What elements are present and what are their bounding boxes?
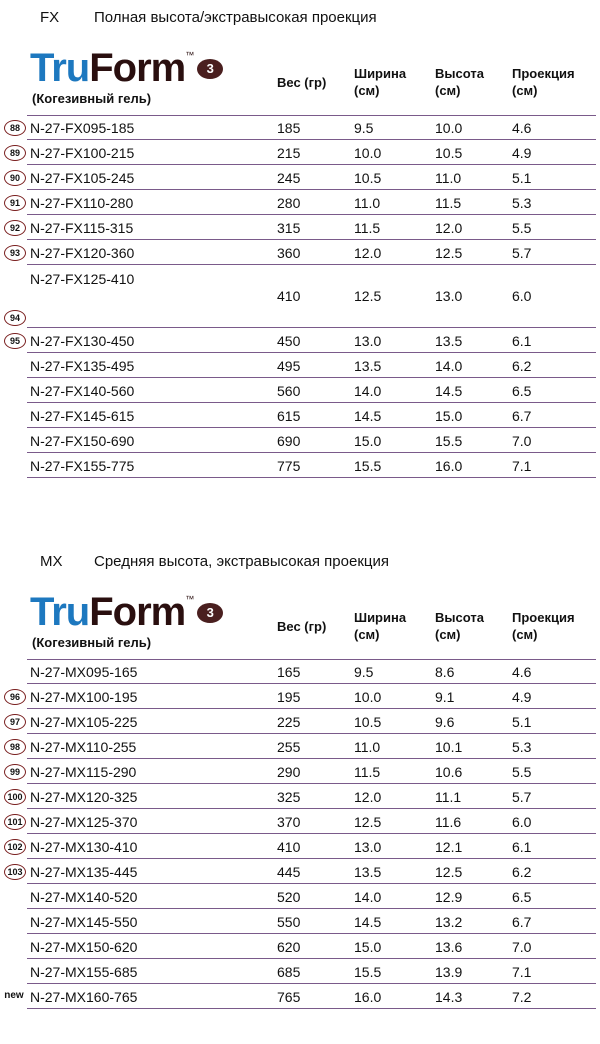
- cell-weight: 245: [277, 170, 301, 186]
- table-row: [0, 710, 600, 734]
- row-divider: [27, 264, 596, 265]
- cell-weight: 290: [277, 764, 301, 780]
- column-header-weight: [277, 618, 326, 635]
- cell-height: 9.6: [435, 714, 455, 730]
- product-code: N-27-MX115-290: [30, 764, 137, 780]
- row-divider: [27, 352, 596, 353]
- cell-height: 16.0: [435, 458, 463, 474]
- cell-height: 14.5: [435, 383, 463, 399]
- product-code: N-27-FX100-215: [30, 145, 135, 161]
- reference-number-badge: 101: [4, 814, 26, 830]
- cell-weight: 445: [277, 864, 301, 880]
- product-code: N-27-FX095-185: [30, 120, 135, 136]
- cell-width: 11.0: [354, 739, 381, 755]
- row-divider: [27, 139, 596, 140]
- row-divider: [27, 958, 596, 959]
- cell-height: 14.0: [435, 358, 463, 374]
- cell-projection: 7.1: [512, 458, 532, 474]
- table-row: [0, 404, 600, 428]
- cell-weight: 775: [277, 458, 301, 474]
- cell-height: 11.1: [435, 789, 462, 805]
- column-header-projection: [512, 609, 575, 643]
- reference-number-badge: 99: [4, 764, 26, 780]
- cell-weight: 165: [277, 664, 301, 680]
- cell-projection: 7.0: [512, 433, 532, 449]
- table-row: [0, 760, 600, 784]
- product-code: N-27-FX150-690: [30, 433, 135, 449]
- cell-height: 12.9: [435, 889, 463, 905]
- cell-width: 15.5: [354, 964, 382, 980]
- column-header-line: (см): [512, 627, 538, 642]
- column-header-height: [435, 65, 484, 99]
- cell-projection: 4.6: [512, 664, 532, 680]
- section-code: FX: [40, 9, 60, 26]
- row-divider: [27, 452, 596, 453]
- cell-weight: 690: [277, 433, 301, 449]
- cell-projection: 6.1: [512, 333, 532, 349]
- cell-weight: 195: [277, 689, 301, 705]
- product-code: N-27-MX160-765: [30, 989, 138, 1005]
- cell-height: 13.5: [435, 333, 463, 349]
- column-header-line: (см): [512, 83, 538, 98]
- row-divider: [27, 933, 596, 934]
- table-row: [0, 429, 600, 453]
- row-divider: [27, 214, 596, 215]
- column-header-line: Проекция: [512, 610, 575, 625]
- row-divider: [27, 833, 596, 834]
- cell-width: 16.0: [354, 989, 382, 1005]
- table-row: [0, 910, 600, 934]
- cell-height: 12.0: [435, 220, 463, 236]
- reference-number-badge: 90: [4, 170, 26, 186]
- spec-section-fx: [0, 8, 600, 488]
- cell-width: 14.5: [354, 914, 382, 930]
- product-code: N-27-FX105-245: [30, 170, 135, 186]
- table-row: [0, 685, 600, 709]
- row-divider: [27, 808, 596, 809]
- product-code: N-27-FX115-315: [30, 220, 134, 236]
- cell-projection: 5.3: [512, 195, 532, 211]
- cell-projection: 6.5: [512, 383, 532, 399]
- cell-height: 15.0: [435, 408, 463, 424]
- table-row: [0, 241, 600, 265]
- row-divider: [27, 983, 596, 984]
- table-row: [0, 116, 600, 140]
- cell-width: 9.5: [354, 664, 374, 680]
- cell-weight: 315: [277, 220, 301, 236]
- cell-weight: 370: [277, 814, 301, 830]
- table-row: [0, 329, 600, 353]
- table-row: [0, 885, 600, 909]
- new-label: new: [4, 990, 24, 1001]
- cell-projection: 4.6: [512, 120, 532, 136]
- cell-height: 11.5: [435, 195, 462, 211]
- cell-projection: 6.2: [512, 864, 532, 880]
- product-code: N-27-MX095-165: [30, 664, 138, 680]
- product-code: N-27-MX145-550: [30, 914, 138, 930]
- table-row: [0, 660, 600, 684]
- logo-text-form: Form: [89, 46, 186, 90]
- cell-weight: 325: [277, 789, 301, 805]
- cell-height: 12.5: [435, 864, 463, 880]
- row-divider: [27, 783, 596, 784]
- cell-projection: 5.1: [512, 714, 532, 730]
- reference-number-badge: 89: [4, 145, 26, 161]
- cell-projection: 4.9: [512, 145, 532, 161]
- cell-height: 13.2: [435, 914, 463, 930]
- row-divider: [27, 733, 596, 734]
- product-code: N-27-FX130-450: [30, 333, 135, 349]
- column-header-line: (см): [435, 627, 461, 642]
- cell-projection: 5.5: [512, 220, 532, 236]
- row-divider: [27, 402, 596, 403]
- table-row: [0, 935, 600, 959]
- cell-weight: 450: [277, 333, 301, 349]
- cell-projection: 7.0: [512, 939, 532, 955]
- logo-text-form: Form: [89, 590, 186, 634]
- cell-weight: 215: [277, 145, 301, 161]
- cell-width: 12.5: [354, 814, 382, 830]
- column-header-line: Проекция: [512, 66, 575, 81]
- table-row: [0, 191, 600, 215]
- cell-width: 14.0: [354, 383, 382, 399]
- product-code: N-27-FX135-495: [30, 358, 135, 374]
- cell-weight: 495: [277, 358, 301, 374]
- product-code: N-27-MX140-520: [30, 889, 138, 905]
- cell-projection: 5.7: [512, 789, 532, 805]
- reference-number-badge: 102: [4, 839, 26, 855]
- row-divider: [27, 477, 596, 478]
- reference-number-badge: 92: [4, 220, 26, 236]
- cell-width: 10.0: [354, 689, 382, 705]
- column-header-line: Ширина: [354, 66, 407, 81]
- cell-weight: 185: [277, 120, 301, 136]
- reference-number-badge: 100: [4, 789, 26, 805]
- cell-height: 12.1: [435, 839, 463, 855]
- logo-text-tru: Tru: [30, 590, 90, 634]
- cell-weight: 615: [277, 408, 301, 424]
- reference-number-badge: 98: [4, 739, 26, 755]
- row-divider: [27, 908, 596, 909]
- column-header-width: [354, 65, 406, 99]
- cell-width: 13.0: [354, 333, 382, 349]
- cell-projection: 7.1: [512, 964, 532, 980]
- gel-type-subtitle: (Когезивный гель): [32, 91, 152, 106]
- product-code: N-27-FX125-410: [30, 271, 135, 287]
- table-row: [0, 379, 600, 403]
- table-row: [0, 960, 600, 984]
- table-row: [0, 216, 600, 240]
- cell-width: 10.5: [354, 714, 382, 730]
- product-code: N-27-MX125-370: [30, 814, 138, 830]
- reference-number-badge: 96: [4, 689, 26, 705]
- logo-text-tru: Tru: [30, 46, 90, 90]
- column-header-line: (см): [354, 627, 380, 642]
- cell-width: 14.5: [354, 408, 382, 424]
- product-code: N-27-MX135-445: [30, 864, 138, 880]
- table-row: [0, 835, 600, 859]
- table-row: [0, 810, 600, 834]
- table-row: [0, 985, 600, 1009]
- table-row: [0, 785, 600, 809]
- row-divider: [27, 708, 596, 709]
- cell-projection: 5.5: [512, 764, 532, 780]
- cell-weight: 620: [277, 939, 301, 955]
- cell-projection: 5.7: [512, 245, 532, 261]
- cell-weight: 520: [277, 889, 301, 905]
- generation-badge: 3: [197, 603, 223, 623]
- product-code: N-27-MX100-195: [30, 689, 138, 705]
- row-divider: [27, 1008, 596, 1009]
- product-code: N-27-MX150-620: [30, 939, 138, 955]
- cell-weight: 255: [277, 739, 301, 755]
- truform-logo: [30, 46, 260, 110]
- cell-projection: 7.2: [512, 989, 532, 1005]
- product-code: N-27-MX155-685: [30, 964, 138, 980]
- reference-number-badge: 95: [4, 333, 26, 349]
- row-divider: [27, 239, 596, 240]
- cell-weight: 225: [277, 714, 301, 730]
- row-divider: [27, 189, 596, 190]
- product-code: N-27-MX130-410: [30, 839, 138, 855]
- reference-number-badge: 103: [4, 864, 26, 880]
- reference-number-badge: 88: [4, 120, 26, 136]
- column-header-line: (см): [435, 83, 461, 98]
- section-title: Средняя высота, экстравысокая проекция: [94, 553, 389, 570]
- cell-projection: 6.7: [512, 408, 532, 424]
- cell-weight: 560: [277, 383, 301, 399]
- section-header: [0, 552, 600, 574]
- cell-height: 12.5: [435, 245, 463, 261]
- cell-width: 12.0: [354, 245, 382, 261]
- trademark-symbol: ™: [185, 50, 195, 60]
- table-row: [0, 735, 600, 759]
- cell-projection: 5.3: [512, 739, 532, 755]
- cell-width: 13.5: [354, 864, 382, 880]
- cell-width: 9.5: [354, 120, 374, 136]
- column-header-line: Высота: [435, 610, 484, 625]
- cell-height: 10.5: [435, 145, 463, 161]
- cell-projection: 6.2: [512, 358, 532, 374]
- cell-weight: 550: [277, 914, 301, 930]
- cell-weight: 280: [277, 195, 301, 211]
- cell-height: 10.1: [435, 739, 463, 755]
- cell-height: 11.0: [435, 170, 462, 186]
- table-row: [0, 454, 600, 478]
- product-code: N-27-FX155-775: [30, 458, 135, 474]
- cell-height: 10.6: [435, 764, 463, 780]
- table-row: [0, 166, 600, 190]
- cell-width: 13.0: [354, 839, 382, 855]
- product-code: N-27-MX105-225: [30, 714, 138, 730]
- cell-width: 15.0: [354, 939, 382, 955]
- cell-projection: 6.5: [512, 889, 532, 905]
- cell-weight: 360: [277, 245, 301, 261]
- table-row: [0, 354, 600, 378]
- column-header-weight: [277, 74, 326, 91]
- column-header-line: Вес (гр): [277, 619, 327, 634]
- truform-logo: [30, 590, 260, 654]
- cell-weight: 685: [277, 964, 301, 980]
- cell-weight: 410: [277, 839, 301, 855]
- row-divider: [27, 427, 596, 428]
- reference-number-badge: 94: [4, 310, 26, 326]
- product-code: N-27-FX120-360: [30, 245, 135, 261]
- cell-height: 13.0: [435, 288, 463, 304]
- table-row: [0, 266, 600, 328]
- column-header-height: [435, 609, 484, 643]
- reference-number-badge: 91: [4, 195, 26, 211]
- logo-wordmark: [30, 590, 223, 634]
- cell-height: 10.0: [435, 120, 463, 136]
- table-row: [0, 141, 600, 165]
- column-header-projection: [512, 65, 575, 99]
- cell-projection: 4.9: [512, 689, 532, 705]
- cell-weight: 765: [277, 989, 301, 1005]
- cell-width: 15.0: [354, 433, 382, 449]
- product-code: N-27-FX110-280: [30, 195, 134, 211]
- section-code: MX: [40, 553, 63, 570]
- product-code: N-27-MX110-255: [30, 739, 137, 755]
- column-header-line: (см): [354, 83, 380, 98]
- row-divider: [27, 327, 596, 328]
- cell-width: 11.0: [354, 195, 381, 211]
- cell-projection: 6.0: [512, 814, 532, 830]
- reference-number-badge: 93: [4, 245, 26, 261]
- row-divider: [27, 377, 596, 378]
- cell-width: 10.0: [354, 145, 382, 161]
- cell-height: 13.9: [435, 964, 463, 980]
- cell-width: 12.0: [354, 789, 382, 805]
- cell-projection: 5.1: [512, 170, 532, 186]
- reference-number-badge: 97: [4, 714, 26, 730]
- row-divider: [27, 858, 596, 859]
- column-header-line: Вес (гр): [277, 75, 327, 90]
- product-code: N-27-MX120-325: [30, 789, 138, 805]
- row-divider: [27, 758, 596, 759]
- cell-height: 13.6: [435, 939, 463, 955]
- cell-width: 12.5: [354, 288, 382, 304]
- row-divider: [27, 883, 596, 884]
- cell-width: 14.0: [354, 889, 382, 905]
- cell-width: 15.5: [354, 458, 382, 474]
- cell-width: 13.5: [354, 358, 382, 374]
- generation-badge: 3: [197, 59, 223, 79]
- column-header-width: [354, 609, 406, 643]
- product-code: N-27-FX145-615: [30, 408, 135, 424]
- column-header-line: Ширина: [354, 610, 407, 625]
- cell-height: 14.3: [435, 989, 463, 1005]
- cell-width: 10.5: [354, 170, 382, 186]
- section-header: [0, 8, 600, 30]
- cell-height: 9.1: [435, 689, 455, 705]
- table-row: [0, 860, 600, 884]
- cell-projection: 6.1: [512, 839, 532, 855]
- gel-type-subtitle: (Когезивный гель): [32, 635, 152, 650]
- cell-weight: 410: [277, 288, 301, 304]
- row-divider: [27, 164, 596, 165]
- section-title: Полная высота/экстравысокая проекция: [94, 9, 377, 26]
- cell-height: 11.6: [435, 814, 462, 830]
- cell-height: 15.5: [435, 433, 463, 449]
- cell-height: 8.6: [435, 664, 455, 680]
- logo-wordmark: [30, 46, 223, 90]
- cell-projection: 6.0: [512, 288, 532, 304]
- product-code: N-27-FX140-560: [30, 383, 135, 399]
- trademark-symbol: ™: [185, 594, 195, 604]
- cell-width: 11.5: [354, 220, 381, 236]
- cell-width: 11.5: [354, 764, 381, 780]
- cell-projection: 6.7: [512, 914, 532, 930]
- spec-section-mx: [0, 552, 600, 1032]
- row-divider: [27, 683, 596, 684]
- column-header-line: Высота: [435, 66, 484, 81]
